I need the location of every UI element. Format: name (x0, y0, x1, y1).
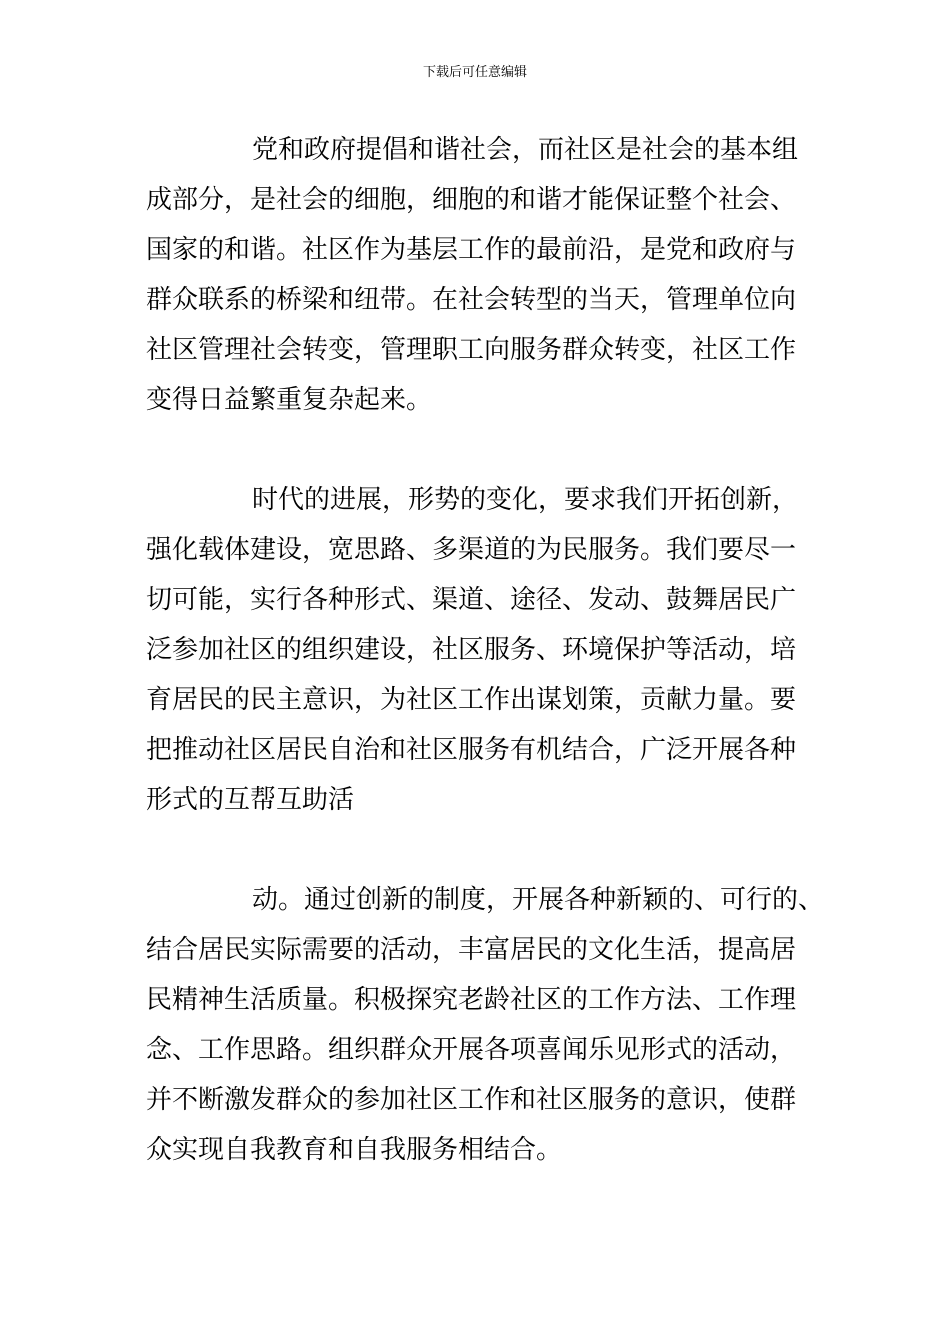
paragraph-line: 社区管理社会转变，管理职工向服务群众转变，社区工作 (146, 335, 797, 365)
paragraph-line: 众实现自我教育和自我服务相结合。 (146, 1135, 563, 1165)
paragraph-3 (146, 875, 826, 1175)
paragraph-1 (146, 125, 826, 425)
paragraph-line: 强化载体建设，宽思路、多渠道的为民服务。我们要尽一 (146, 535, 797, 565)
paragraph-line: 时代的进展，形势的变化，要求我们开拓创新， (252, 485, 799, 515)
paragraph-line: 群众联系的桥梁和纽带。在社会转型的当天，管理单位向 (146, 285, 797, 315)
paragraph-line: 并不断激发群众的参加社区工作和社区服务的意识，使群 (146, 1085, 797, 1115)
paragraph-line: 切可能，实行各种形式、渠道、途径、发动、鼓舞居民广 (146, 585, 797, 615)
paragraph-spacer (146, 425, 826, 475)
paragraph-line: 动。通过创新的制度，开展各种新颖的、可行的、 (252, 885, 825, 915)
paragraph-line: 结合居民实际需要的活动，丰富居民的文化生活，提高居 (146, 935, 797, 965)
paragraph-line: 成部分，是社会的细胞，细胞的和谐才能保证整个社会、 (146, 185, 797, 215)
paragraph-2 (146, 475, 826, 825)
paragraph-spacer (146, 825, 826, 875)
document-body (146, 125, 826, 1175)
paragraph-line: 泛参加社区的组织建设，社区服务、环境保护等活动，培 (146, 635, 797, 665)
paragraph-line: 形式的互帮互助活 (146, 785, 355, 815)
paragraph-line: 育居民的民主意识，为社区工作出谋划策，贡献力量。要 (146, 685, 797, 715)
paragraph-line: 国家的和谐。社区作为基层工作的最前沿，是党和政府与 (146, 235, 797, 265)
paragraph-line: 把推动社区居民自治和社区服务有机结合，广泛开展各种 (146, 735, 797, 765)
paragraph-line: 民精神生活质量。积极探究老龄社区的工作方法、工作理 (146, 985, 797, 1015)
page-header: 下载后可任意编辑 (422, 65, 527, 80)
paragraph-line: 党和政府提倡和谐社会，而社区是社会的基本组 (252, 135, 799, 165)
paragraph-line: 念、工作思路。组织群众开展各项喜闻乐见形式的活动， (146, 1035, 797, 1065)
paragraph-line: 变得日益繁重复杂起来。 (146, 385, 433, 415)
